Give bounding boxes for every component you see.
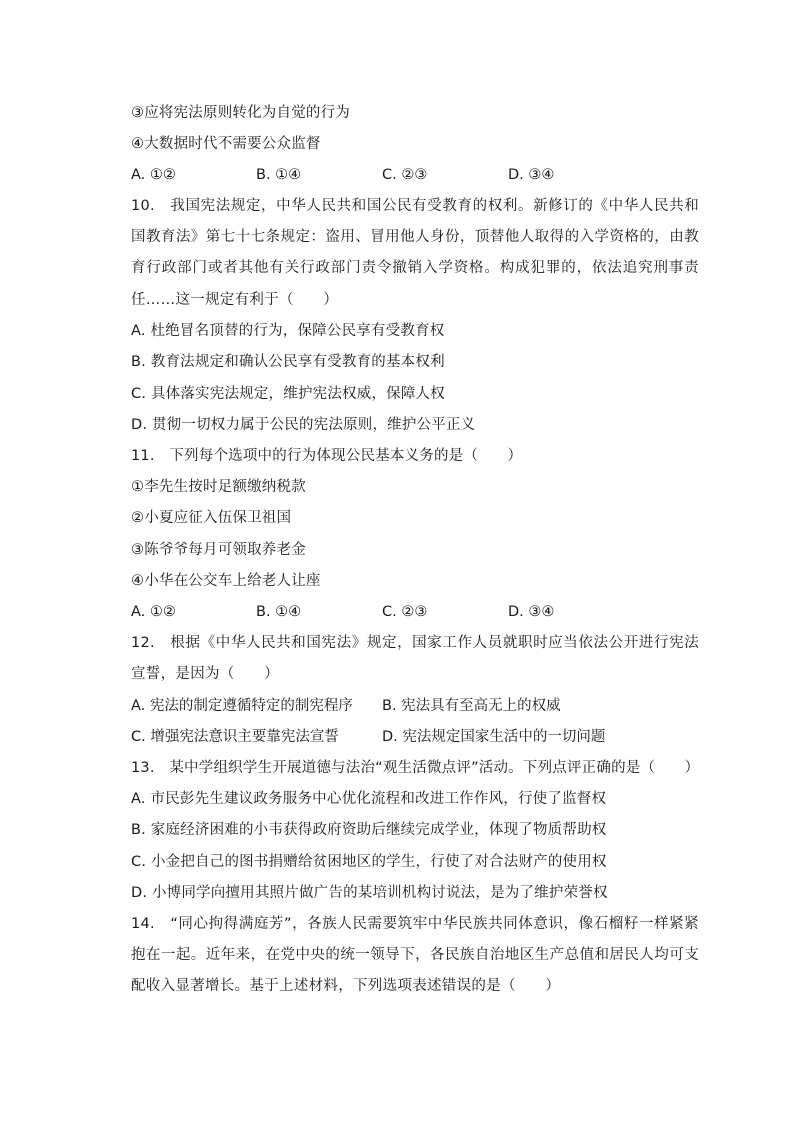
q11-item-1: ①李先生按时足额缴纳税款 [131,479,306,495]
q14-stem: 14. “同心拘得满庭芳”，各族人民需要筑牢中华民族共同体意识，像石榴籽一样紧紧抱在一起。近年来，在党中央的统一领导下，各民族自治地区生产总值和居民人均可支配收入显著增长。基于上述材料，下列选项表述错误的是（ ） [131,916,699,995]
q11-stem: 11. 下列每个选项中的行为体现公民基本义务的是（ ） [131,448,523,464]
q12-option-b: B. 宪法具有至高无上的权威 [382,698,561,714]
q10-option-a: A. 杜绝冒名顶替的行为，保障公民享有受教育权 [131,323,445,339]
q9-option-d: D. ③④ [508,167,555,183]
q12-stem: 12. 根据《中华人民共和国宪法》规定，国家工作人员就职时应当依法公开进行宪法宣誓，是因为（ ） [131,635,699,683]
q11-item-2: ②小夏应征入伍保卫祖国 [131,510,292,526]
q12-options-row2 [131,727,691,747]
q12-options-row1 [131,696,691,716]
q9-option-a: A. ①② [131,167,176,183]
q12-option-c: C. 增强宪法意识主要靠宪法宣誓 [131,729,339,745]
q12-option-d: D. 宪法规定国家生活中的一切问题 [382,729,606,745]
q9-options [131,165,691,185]
statement-4: ④大数据时代不需要公众监督 [131,136,321,152]
q10-stem: 10. 我国宪法规定，中华人民共和国公民有受教育的权利。新修订的《中华人民共和国教育法》第七十七条规定：盗用、冒用他人身份，顶替他人取得的入学资格的，由教育行政部门或者其他有关行政部门责令撤销入学资格。构成犯罪的，依法追究刑事责任……这一规定有利于（ ） [131,198,699,308]
q11-item-4: ④小华在公交车上给老人让座 [131,573,321,589]
q9-option-c: C. ②③ [382,167,428,183]
q10-option-d: D. 贯彻一切权力属于公民的宪法原则，维护公平正义 [131,417,476,433]
q12-option-a: A. 宪法的制定遵循特定的制宪程序 [131,698,353,714]
q11-option-b: B. ①④ [256,604,302,620]
q11-item-3: ③陈爷爷每月可领取养老金 [131,542,306,558]
q11-option-a: A. ①② [131,604,176,620]
q9-option-b: B. ①④ [256,167,302,183]
q11-option-c: C. ②③ [382,604,428,620]
q13-option-c: C. 小金把自己的图书捐赠给贫困地区的学生，行使了对合法财产的使用权 [131,854,607,870]
q13-option-d: D. 小博同学向擅用其照片做广告的某培训机构讨说法，是为了维护荣誉权 [131,885,608,901]
q13-option-b: B. 家庭经济困难的小韦获得政府资助后继续完成学业，体现了物质帮助权 [131,822,607,838]
q13-stem: 13. 某中学组织学生开展道德与法治“观生活微点评”活动。下列点评正确的是（ ） [131,760,700,776]
q13-option-a: A. 市民彭先生建议政务服务中心优化流程和改进工作作风，行使了监督权 [131,791,607,807]
q10-option-c: C. 具体落实宪法规定，维护宪法权威，保障人权 [131,386,445,402]
q11-options [131,602,691,622]
q10-option-b: B. 教育法规定和确认公民享有受教育的基本权利 [131,354,445,370]
statement-3: ③应将宪法原则转化为自觉的行为 [131,105,350,121]
q11-option-d: D. ③④ [508,604,555,620]
